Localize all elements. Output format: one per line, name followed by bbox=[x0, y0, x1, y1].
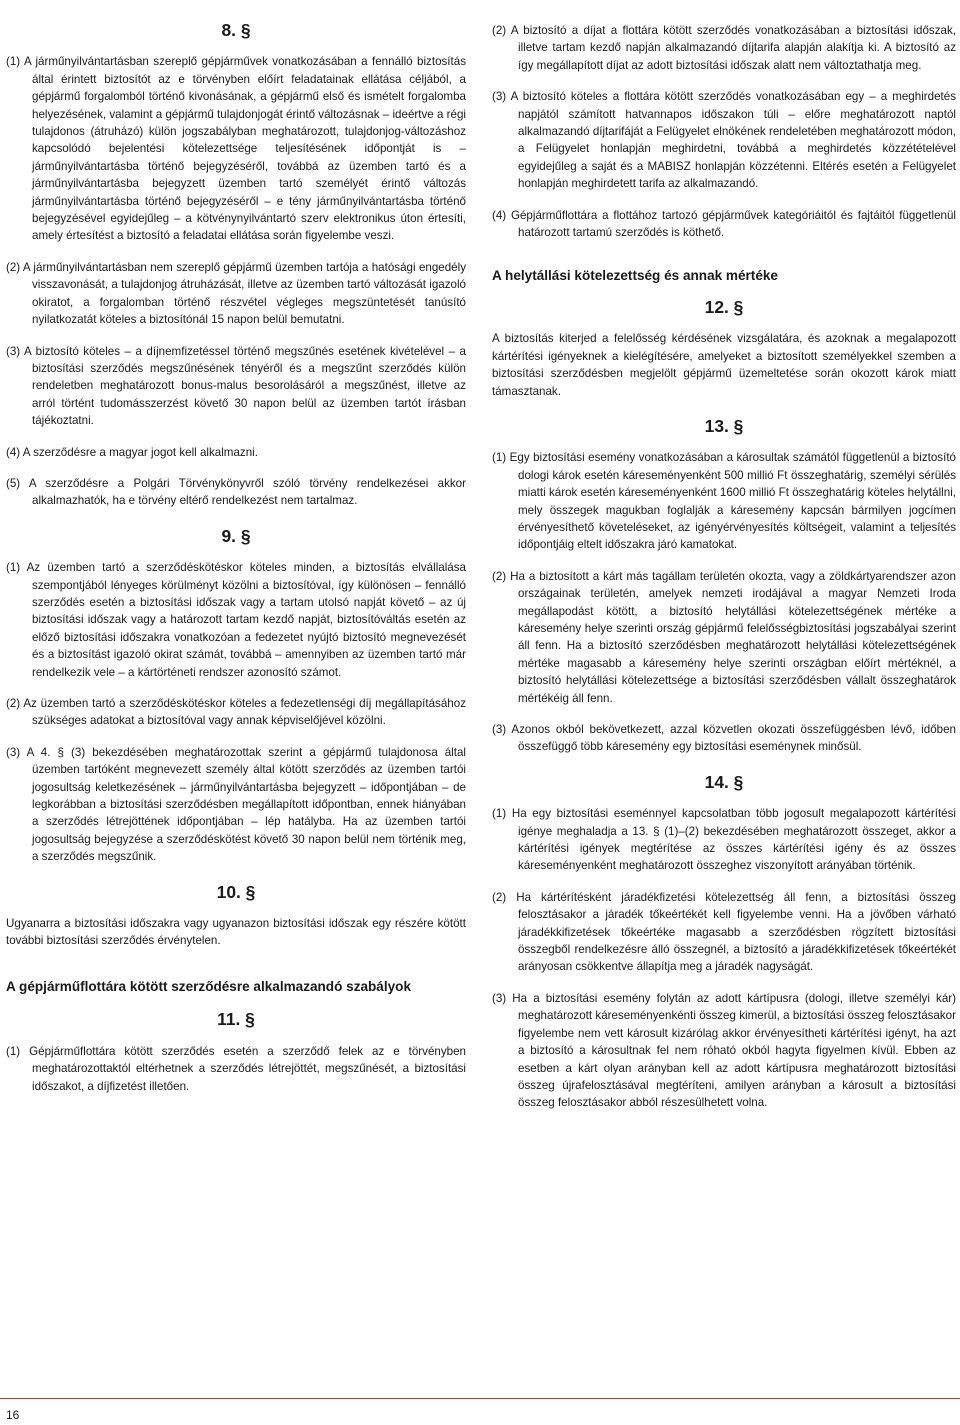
page-number: 16 bbox=[6, 1408, 20, 1422]
section-9-heading: 9. § bbox=[221, 525, 251, 546]
section-11-heading: 11. § bbox=[217, 1009, 255, 1030]
section-11-paragraph-4: (4) Gépjárműflottára a flottához tartozó gépjárművek kategóriáitól és fajtáitól függetlenül határozott tartamú szerződés is köthető. bbox=[492, 208, 956, 240]
section-8-paragraph-4: (4) A szerződésre a magyar jogot kell alkalmazni. bbox=[6, 445, 258, 459]
section-9-paragraph-1: (1) Az üzemben tartó a szerződéskötéskor köteles minden, a biztosítás elvállalása szempontjából lényeges körülményt közölni a biztosítóval, így különösen – fennálló szerződés esetén a biztosítási időszak vagy a tartam utolsó napját követő – az új biztosítási időszak vagy a határozott tartam kezdő napját, biztosítóváltás esetén az előző biztosítási időszakra vonatkozóan a fedezetet nyújtó biztosító megnevezését és a biztosítást igazoló okirat számát, továbbá – amennyiben az üzemben tartó már rendelkezik vele – a kártörténeti rendszer azonosító számot. bbox=[6, 561, 466, 679]
section-14-paragraph-1: (1) Ha egy biztosítási eseménnyel kapcsolatban több jogosult megalapozott kártérítési igénye meghaladja a 13. § (1)–(2) bekezdésében meghatározott összeget, akkor a kártérítési igények megtérítése az összes kártérítési igény és az összes káreseményenként meghatározott összeghez viszonyított arányában történik. bbox=[492, 807, 956, 873]
section-9-paragraph-3: (3) A 4. § (3) bekezdésében meghatározottak szerint a gépjármű tulajdonosa által üzemben tartóként megnevezett személy által kötött szerződés az üzemben tartói jogosultság keletkezésének – járműnyilvántartásba bejegyzett – időpontjában – de legkorábban a biztosítási szerződésben megállapított időpontban, ennek hiányában a szerződés létrejöttének időpontjában – lép hatályba. Ha az üzemben tartói jogosultság bejegyzése a szerződéskötést követő 30 napon belül nem történik meg, a szerződés megszűnik. bbox=[6, 745, 466, 864]
section-14-paragraph-3: (3) Ha a biztosítási esemény folytán az adott kártípusra (dologi, illetve személyi kár) meghatározott káreseményenkénti összeg kimerül, a biztosítási összeg felosztásakor figyelembe nem vett károsult kizárólag akkor érvényesítheti kártérítési igényt, ha azt a biztosító a károsultnak fel nem róható okból hagyta figyelmen kívül. Ebben az esetben a kárt olyan arányban kell az adott kártípusra meghatározott biztosítási összeg újrafelosztásával megtéríteni, amilyen arányban a károsult a biztosítási összeg felosztásakor abból részesülhetett volna. bbox=[492, 991, 956, 1110]
fleet-rules-subtitle: A gépjárműflottára kötött szerződésre alkalmazandó szabályok bbox=[6, 978, 411, 994]
right-column bbox=[492, 22, 956, 1112]
liability-subtitle: A helytállási kötelezettség és annak mértéke bbox=[492, 268, 778, 284]
left-column bbox=[6, 22, 466, 1095]
section-8-paragraph-5: (5) A szerződésre a Polgári Törvénykönyvről szóló törvény rendelkezései akkor alkalmazhatók, ha e törvény eltérő rendelkezést nem tartalmaz. bbox=[6, 476, 466, 508]
section-12-heading: 12. § bbox=[704, 296, 744, 317]
section-8-paragraph-1: (1) A járműnyilvántartásban szereplő gépjárművek vonatkozásában a fennálló biztosítás által érintett biztosítót az e törvényben előírt feladatainak ellátása céljából, a gépjármű forgalomból történő kivonásának, a gépjármű első és ismételt forgalomba helyezésének, valamint a gépjármű tulajdonjogát érintő változásnak – ideértve a régi tulajdonos (átruházó) külön jogszabályban meghatározott, tulajdonjog-változáshoz kapcsolódó bejelentési kötelezettsége teljesítésének időpontját is – járműnyilvántartásba történő bejegyzéséről, továbbá az üzemben tartó és a járműnyilvántartásba bejegyzett üzemben tartó személyét érintő változás járműnyilvántartásba történő bejegyzéséről – e tény járműnyilvántartásba történő bejegyzésével egyidejűleg – a kötvénynyilvántartó szerv elektronikus úton értesíti, amely értesítést a biztosító a feladatai ellátása során figyelembe veszi. bbox=[6, 55, 466, 243]
section-11-paragraph-3: (3) A biztosító köteles a flottára kötött szerződés vonatkozásában egy – a meghirdetés napjától számított hatvannapos időszakon túli – előre meghatározott naptól alkalmazandó díjtarifáját a Felügyelet elnökének rendeletében meghatározott módon, a Felügyelet honlapján meghirdetni, továbbá a meghirdetés közzétételével egyidejűleg a saját és a MABISZ honlapján közzétenni. Eltérés esetén a Felügyelet honlapján meghirdetett tarifa az alkalmazandó. bbox=[492, 90, 956, 191]
section-9-paragraph-2: (2) Az üzemben tartó a szerződéskötéskor köteles a fedezetlenségi díj megállapításához szükséges adatokat a biztosítóval vagy annak képviselőjével közölni. bbox=[6, 697, 466, 728]
section-8-paragraph-2: (2) A járműnyilvántartásban nem szereplő gépjármű üzemben tartója a hatósági engedély visszavonását, a tulajdonjog átruházását, illetve az üzemben tartó változását igazoló okiratot, a forgalomban történő részvétel végleges megszüntetését tanúsító nyilatkozatát köteles a biztosítónál 15 napon belül bemutatni. bbox=[6, 260, 466, 327]
footer-rule bbox=[0, 1398, 960, 1399]
section-10-paragraph: Ugyanarra a biztosítási időszakra vagy ugyanazon biztosítási időszak egy részére kötött további biztosítási szerződés érvénytelen. bbox=[6, 917, 466, 948]
section-14-heading: 14. § bbox=[704, 771, 744, 792]
section-11-paragraph-2: (2) A biztosító a díjat a flottára kötött szerződés vonatkozásában a biztosítási időszak, illetve tartam kezdő napján alkalmazandó díjtarifa alapján alakítja ki. A biztosító az így megállapított díjat az adott biztosítási időszak alatt nem változtathatja meg. bbox=[492, 24, 956, 72]
section-10-heading: 10. § bbox=[216, 881, 256, 902]
section-13-heading: 13. § bbox=[704, 415, 744, 436]
section-13-paragraph-2: (2) Ha a biztosított a kárt más tagállam területén okozta, vagy a zöldkártyarendszer azon országainak területén, amelyek nemzeti irodájával a magyar Nemzeti Iroda megállapodást kötött, a biztosító helytállási kötelezettségének mértéke a káresemény helye szerinti ország gépjármű felelősségbiztosítási jogszabályai szerint áll fenn. Ha a biztosító szerződésben meghatározott helytállási kötelezettségének mértéke magasabb a káresemény helye szerinti országban előírt mértéknél, a biztosító helytállási kötelezettsége a biztosítási szerződésben vállalt összeghatárok mértékéig áll fenn. bbox=[492, 569, 956, 705]
section-14-paragraph-2: (2) Ha kártérítésként járadékfizetési kötelezettség áll fenn, a biztosítási összeg felosztásakor a járadék tőkeértékét kell figyelembe venni. Ha a jövőben várható járadékkifizetések tőkeértéke magasabb a szerződésben rögzített biztosítási összegből rendelkezésre álló összegnél, a biztosító a járadékkifizetések tőkeértékét arányosan csökkentve állapítja meg a járadék nagyságát. bbox=[492, 890, 956, 974]
section-8-paragraph-3: (3) A biztosító köteles – a díjnemfizetéssel történő megszűnés esetének kivételével – a biztosítási szerződés megszűnésének tényéről és a megszűnt szerződés külön rendeletben meghatározott bonus-malus besorolásáról a megszűnést, illetve az arról történt tudomásszerzést követő 30 napon belül az üzemben tartót írásban tájékoztatni. bbox=[6, 344, 466, 428]
section-12-paragraph: A biztosítás kiterjed a felelősség kérdésének vizsgálatára, és azoknak a megalapozott kártérítési igényeknek a kielégítésére, amelyeket a biztosított személyekkel szemben a biztosítási szerződésben megjelölt gépjármű üzemeltetése során okozott károk miatt támasztanak. bbox=[492, 332, 956, 398]
section-13-paragraph-3: (3) Azonos okból bekövetkezett, azzal közvetlen okozati összefüggésben lévő, időben összefüggő több káresemény egy biztosítási eseménynek minősül. bbox=[492, 723, 956, 754]
section-13-paragraph-1: (1) Egy biztosítási esemény vonatkozásában a károsultak számától függetlenül a biztosító dologi károk esetén káreseményenként 500 millió Ft összeghatárig, személyi sérülés miatti károk esetén káreseményenként 1600 millió Ft összeghatárig köteles helytállni, mely összegek magukban foglalják a káresemény kapcsán bármilyen jogcímen érvényesíthető követeléseket, az igényérvényesítés költségeit, valamint a teljesítés időpontjáig eltelt időszakra járó kamatokat. bbox=[492, 451, 956, 552]
section-11-paragraph-1: (1) Gépjárműflottára kötött szerződés esetén a szerződő felek az e törvényben meghatározottaktól eltérhetnek a szerződés létrejöttét, megszűnését, a biztosítási időszakot, a díjfizetést illetően. bbox=[6, 1044, 466, 1093]
section-8-heading: 8. § bbox=[221, 20, 251, 40]
